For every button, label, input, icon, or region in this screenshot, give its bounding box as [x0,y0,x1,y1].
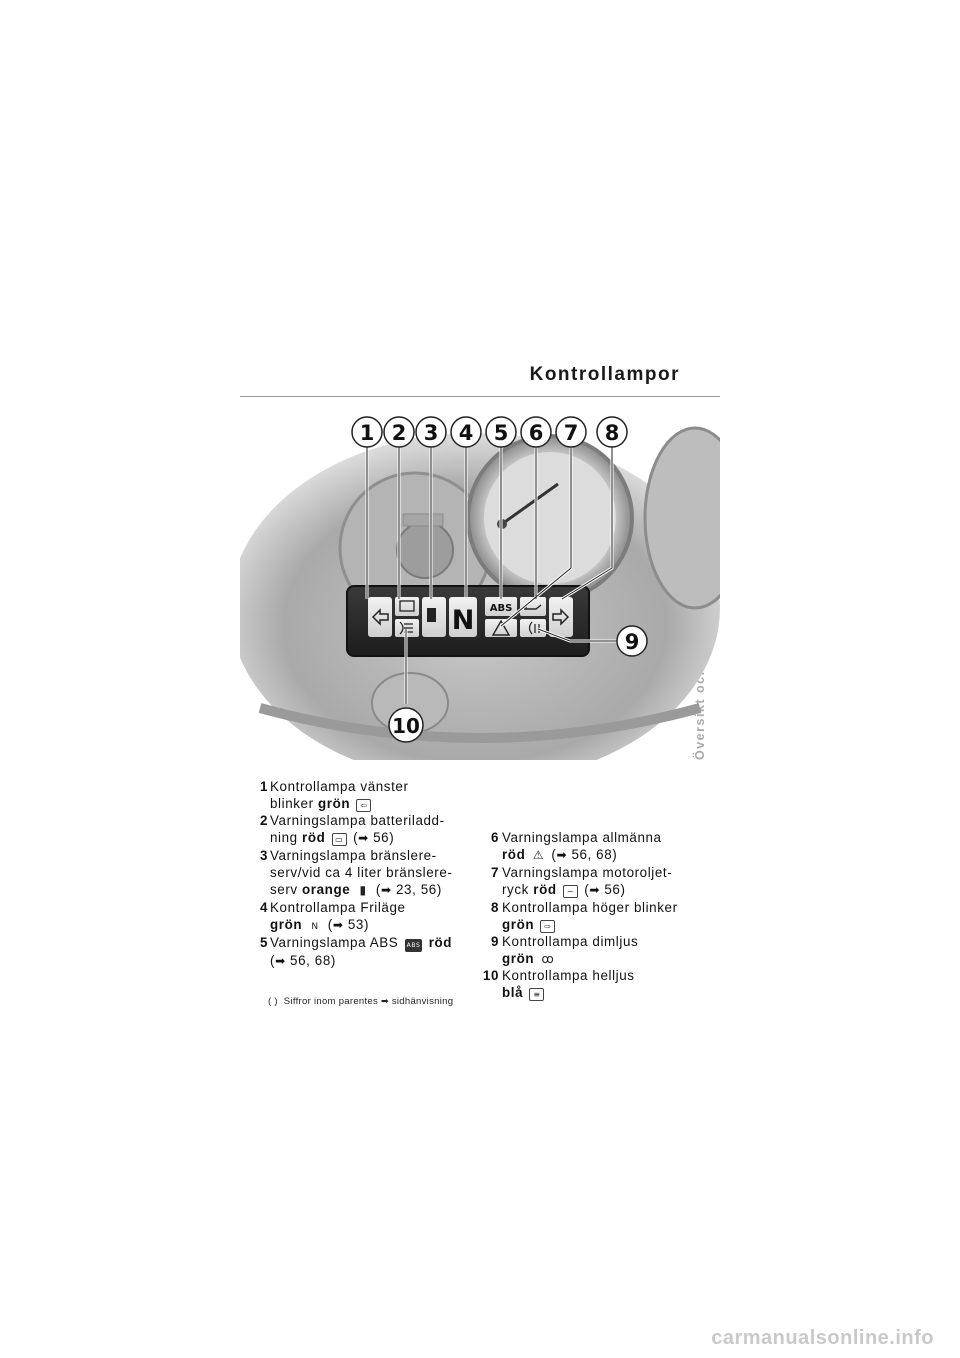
legend-right [468,829,698,1001]
page-ref-arrow-icon: ➡ [275,954,286,968]
neutral-symbol: N [451,605,475,636]
fuel-pump-icon: ▮ [359,883,367,897]
watermark: carmanualsonline.info [711,1327,934,1349]
warning-triangle-icon: ⚠ [532,848,545,862]
legend-item-1: 1 Kontrollampa vänster blinker grön ⇦ [246,778,476,812]
battery-icon: ▭ [332,833,347,846]
callout-8-label: 8 [604,421,620,445]
legend-item-5: 5 Varningslampa ABS ABS röd (➡ 56, 68) [259,935,453,968]
abs-icon: ABS [405,939,423,952]
page-title: Kontrollampor [529,364,680,385]
key-fog-light [520,619,546,637]
page-ref-arrow-icon: ➡ [358,831,369,845]
fog-light-icon: ꝏ [541,952,555,966]
callout-7-label: 7 [563,421,579,445]
callout-10-label: 10 [392,714,420,738]
callout-4-label: 4 [458,421,474,445]
legend-item-10: 10 Kontrollampa helljus blå ≡ [482,968,635,1000]
callout-9-label: 9 [624,630,640,654]
legend-item-4: 4 Kontrollampa Friläge grön N (➡ 53) [259,900,406,932]
color-word: röd [533,882,557,897]
neutral-icon: N [311,922,319,932]
color-word: blå [502,985,524,1000]
callout-1-label: 1 [359,421,375,445]
color-word: röd [502,847,526,862]
abs-symbol: ABS [489,603,513,614]
key-battery [395,597,419,616]
color-word: orange [302,882,351,897]
callout-5-label: 5 [493,421,509,445]
legend-left [246,778,476,970]
instrument-figure [240,408,720,760]
page-ref-arrow-icon: ➡ [556,848,568,862]
callout-6-label: 6 [528,421,544,445]
page-ref-arrow-icon: ➡ [381,997,389,1007]
title-rule [240,396,720,397]
callout-3-label: 3 [423,421,439,445]
instrument-illustration [240,408,720,760]
legend-item-7: 7 Varningslampa motoroljet- ryck röd ~ (➡ 56) [490,865,673,897]
color-word: grön [502,917,535,932]
legend-item-8: 8 Kontrollampa höger blinker grön ⇨ [490,900,678,932]
legend-text: Kontrollampa vänster [270,779,409,794]
callout-2-label: 2 [391,421,407,445]
page-ref-arrow-icon: ➡ [381,883,392,897]
legend-item-9: 9 Kontrollampa dimljus grön ꝏ [490,934,639,966]
page-ref-arrow-icon: ➡ [589,883,601,897]
color-word: röd [302,830,326,845]
page-ref-arrow-icon: ➡ [332,918,344,932]
legend-item-3: 3 Varningslampa bränslere- serv/vid ca 4 liter bränslere- serv orange ▮ (➡ 23, 56) [259,848,453,897]
color-word: röd [428,935,453,950]
color-word: grön [502,951,535,966]
left-display [403,514,443,526]
legend-item-2: 2 Varningslampa batteriladd- ning röd ▭ (➡ 56) [259,813,445,845]
color-word: grön [317,796,351,811]
speedometer-face [484,452,616,584]
right-arrow-icon: ⇨ [540,920,555,933]
fuel-icon [427,608,436,622]
footnote: ( ) Siffror inom parentes ➡ sidhänvisning [268,996,454,1007]
high-beam-icon: ≡ [529,988,544,1001]
color-word: grön [270,917,303,932]
left-arrow-icon: ⇦ [356,799,371,812]
legend-item-6: 6 Varningslampa allmänna röd ⚠ (➡ 56, 68) [490,830,662,862]
legend-num: 1 [259,779,268,794]
left-dial [397,522,453,578]
oil-can-icon: ~ [563,885,578,898]
